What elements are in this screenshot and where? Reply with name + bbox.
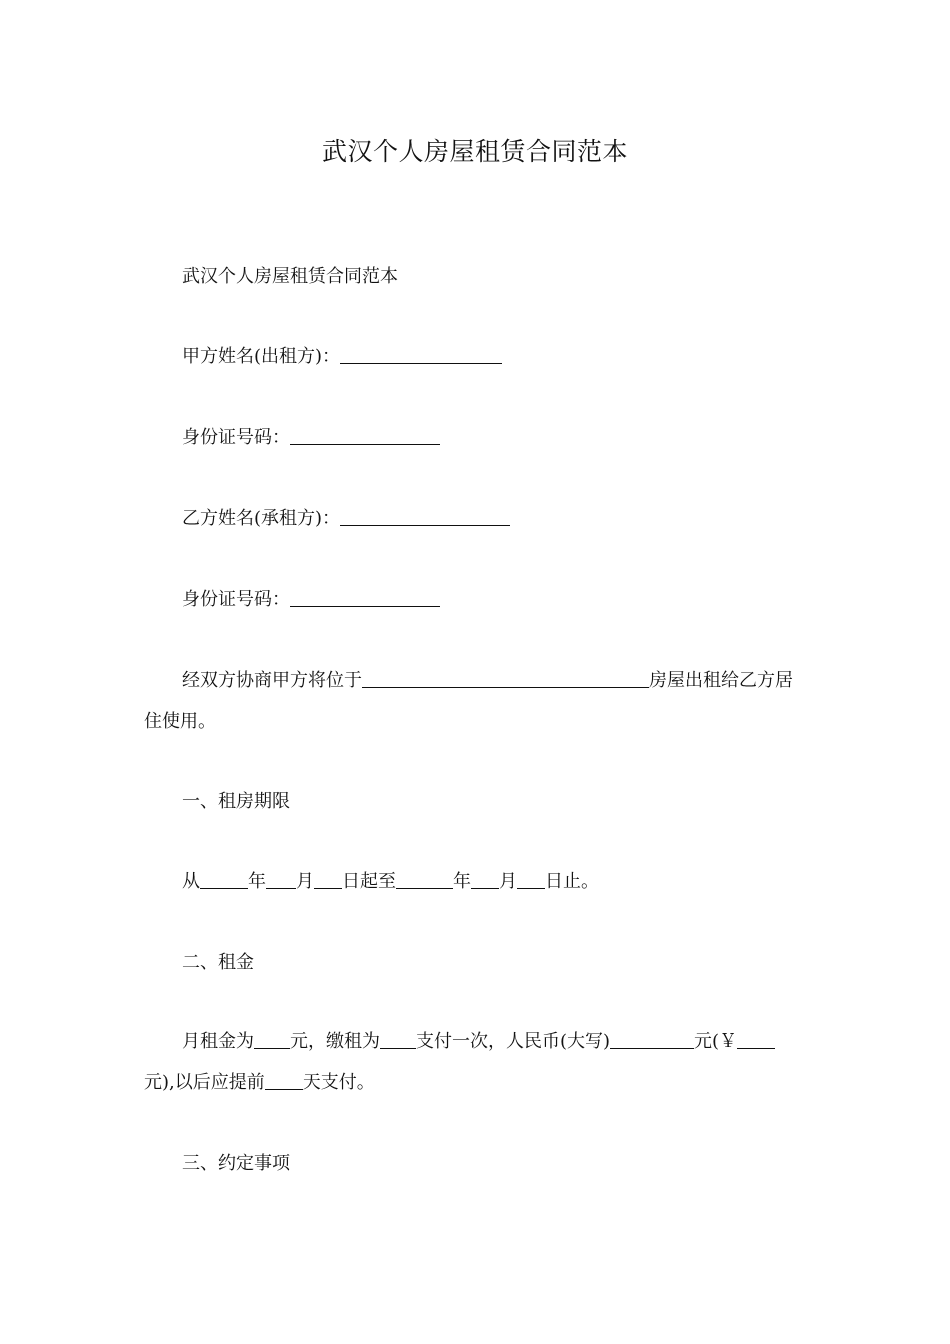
start-year-blank — [200, 887, 248, 889]
rent-part-5: 元),以后应提前 — [144, 1072, 265, 1093]
rent-part-6: 天支付。 — [302, 1072, 375, 1093]
end-year-blank — [396, 887, 453, 889]
rent-part-4: 元(￥ — [694, 1031, 738, 1052]
advance-days-blank — [265, 1088, 303, 1090]
location-prefix: 经双方协商甲方将位于 — [182, 670, 362, 691]
party-b-id-label: 身份证号码： — [182, 589, 290, 610]
rmb-uppercase-blank — [610, 1047, 694, 1049]
document-subtitle: 武汉个人房屋租赁合同范本 — [182, 266, 398, 287]
party-a-label: 甲方姓名(出租方)： — [182, 346, 341, 367]
end-month-blank — [471, 887, 499, 889]
rmb-amount-blank — [737, 1047, 775, 1049]
term-month-2: 月 — [499, 871, 517, 892]
section-3-title: 三、约定事项 — [182, 1153, 290, 1174]
term-year-2: 年 — [453, 871, 471, 892]
party-b-id-blank — [290, 605, 440, 607]
party-a-id-line — [144, 417, 804, 458]
party-a-id-blank — [290, 443, 440, 445]
party-a-name-blank — [340, 362, 502, 364]
location-suffix: 房屋出租给乙方居住使用。 — [144, 670, 793, 732]
term-year-1: 年 — [248, 871, 266, 892]
monthly-rent-blank — [254, 1047, 290, 1049]
party-a-line — [144, 336, 804, 377]
rent-part-3: 支付一次，人民币(大写) — [416, 1031, 611, 1052]
party-b-name-blank — [340, 524, 510, 526]
start-day-blank — [314, 887, 342, 889]
term-line — [144, 861, 804, 902]
term-month-1: 月 — [296, 871, 314, 892]
rent-part-1: 月租金为 — [182, 1031, 254, 1052]
party-b-id-line — [144, 579, 804, 620]
party-a-id-label: 身份证号码： — [182, 427, 290, 448]
term-day-2-end: 日止。 — [545, 871, 599, 892]
start-month-blank — [266, 887, 296, 889]
section-2-title: 二、租金 — [182, 952, 254, 973]
end-day-blank — [517, 887, 545, 889]
party-b-label: 乙方姓名(承租方)： — [182, 508, 341, 529]
term-day-1-to: 日起至 — [342, 871, 396, 892]
location-blank — [362, 686, 649, 688]
term-from: 从 — [182, 871, 200, 892]
payment-period-blank — [380, 1047, 416, 1049]
rent-paragraph — [144, 1021, 804, 1103]
section-1-title: 一、租房期限 — [182, 791, 290, 812]
rent-part-2: 元，缴租为 — [290, 1031, 380, 1052]
party-b-line — [144, 498, 804, 539]
location-paragraph — [144, 660, 804, 742]
document-title: 武汉个人房屋租赁合同范本 — [321, 137, 628, 166]
